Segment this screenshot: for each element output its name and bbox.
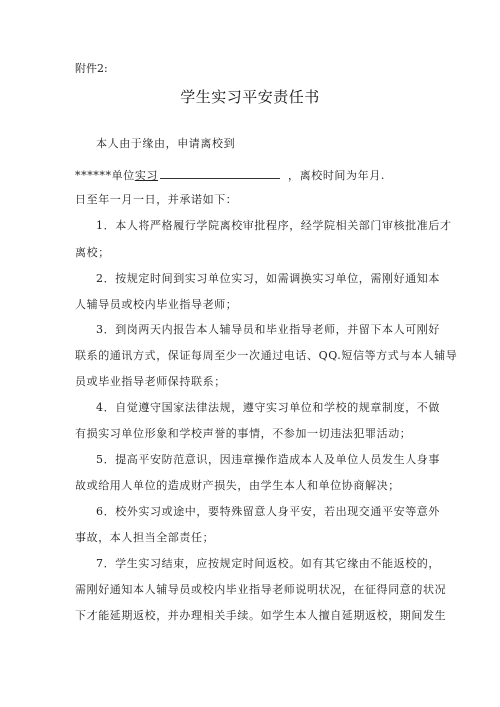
commitment-1-line-2: 离校； bbox=[75, 246, 110, 259]
blank-field bbox=[160, 166, 280, 179]
commitment-3-line-2: 联系的通讯方式，保证每周至少一次通过电话、QQ.短信等方式与本人辅导 bbox=[75, 349, 458, 362]
commitment-4-line-1: 4．自觉遵守国家法律法规，遵守实习单位和学校的规章制度，不做 bbox=[96, 401, 440, 414]
commitment-5-line-2: 故或给用人单位的造成财产损失，由学生本人和单位协商解决； bbox=[75, 479, 400, 492]
intro-line-3: 日至年一月一日，并承诺如下： bbox=[75, 193, 238, 206]
commitment-4-line-2: 有损实习单位形象和学校声誉的事情，不参加一切违法犯罪活动； bbox=[75, 427, 412, 440]
attachment-label: 附件2: bbox=[75, 62, 108, 75]
commitment-3-line-1: 3．到岗两天内报告本人辅导员和毕业指导老师，并留下本人可刚好 bbox=[96, 323, 440, 336]
commitment-7-line-3: 下才能延期返校，并办理相关手续。如学生本人擅自延期返校，期间发生 bbox=[75, 609, 447, 622]
commitment-2-line-2: 人辅导员或校内毕业指导老师； bbox=[75, 298, 238, 311]
document-title: 学生实习平安责任书 bbox=[180, 88, 320, 106]
commitment-3-line-3: 员或毕业指导老师保持联系； bbox=[75, 375, 226, 388]
intro-line-2 bbox=[75, 166, 385, 183]
intro-line-1: 本人由于缘由，申请离校到 bbox=[96, 137, 236, 150]
commitment-7-line-2: 需刚好通知本人辅导员或校内毕业指导老师说明状况，在征得同意的状况 bbox=[75, 583, 447, 596]
commitment-6-line-2: 事故，本人担当全部责任； bbox=[75, 531, 215, 544]
commitment-5-line-1: 5．提高平安防范意识，因违章操作造成本人及单位人员发生人身事 bbox=[96, 453, 440, 466]
commitment-1-line-1: 1．本人将严格履行学院离校审批程序，经学院相关部门审核批准后才 bbox=[96, 219, 452, 232]
commitment-2-line-1: 2．按规定时间到实习单位实习，如需调换实习单位，需刚好通知本 bbox=[96, 272, 440, 285]
commitment-7-line-1: 7．学生实习结束，应按规定时间返校。如有其它缘由不能返校的， bbox=[96, 557, 440, 570]
commitment-6-line-1: 6．校外实习或途中，要特殊留意人身平安，若出现交通平安等意外 bbox=[96, 505, 440, 518]
intro-unit-underlined: 实习 bbox=[134, 169, 159, 182]
intro-unit-suffix: ，离校时间为年月. bbox=[288, 169, 385, 182]
intro-unit-prefix: ******单位 bbox=[75, 169, 135, 182]
